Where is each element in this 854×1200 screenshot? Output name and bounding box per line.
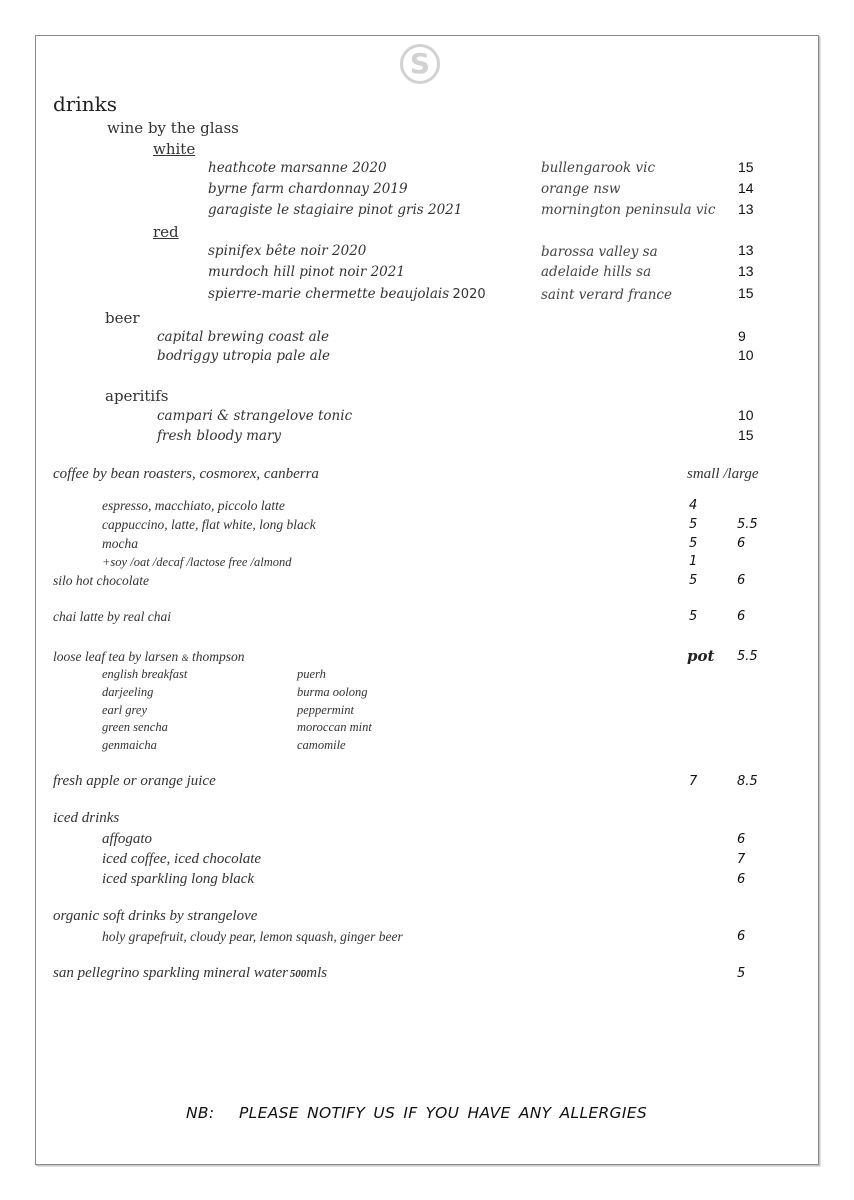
coffee-heading: coffee by bean roasters, cosmorex, canberra: [53, 466, 319, 482]
price-small: 1: [689, 554, 698, 569]
beer-price: 9: [738, 328, 746, 344]
aperitif-name: fresh bloody mary: [157, 428, 282, 444]
aperitifs-heading: aperitifs: [105, 387, 169, 405]
iced-price: 6: [737, 872, 746, 887]
price-large: 8.5: [737, 774, 758, 789]
price-small: 5: [689, 517, 698, 532]
price-large: 6: [737, 609, 746, 624]
pot-label: pot: [687, 647, 715, 665]
aperitif-name: campari & strangelove tonic: [157, 408, 353, 424]
wine-name: spierre-marie chermette beaujolais: [208, 286, 450, 302]
soft-drinks-item: holy grapefruit, cloudy pear, lemon squash, ginger beer: [102, 929, 403, 944]
tea-item: puerh: [297, 667, 326, 681]
iced-item: iced sparkling long black: [102, 871, 255, 887]
wine-name: heathcote marsanne 2020: [208, 160, 387, 176]
size-label: small /large: [687, 466, 759, 482]
tea-heading-amp: &: [181, 653, 189, 663]
tea-item: burma oolong: [297, 685, 368, 699]
tea-item: genmaicha: [102, 738, 157, 752]
price-large: 6: [737, 536, 746, 551]
beer-heading: beer: [105, 309, 140, 327]
wine-year: 2020: [452, 287, 486, 302]
iced-price: 7: [737, 852, 746, 867]
tea-item: green sencha: [102, 720, 168, 734]
tea-heading: [53, 649, 245, 665]
hot-chocolate: silo hot chocolate: [53, 573, 149, 588]
soft-drinks-heading: organic soft drinks by strangelove: [53, 908, 258, 924]
wine-region: bullengarook vic: [541, 160, 656, 176]
wine-region: saint verard france: [541, 287, 672, 303]
s-circle-logo-icon: [400, 44, 440, 84]
tea-item: peppermint: [297, 703, 354, 717]
tea-item: moroccan mint: [297, 720, 372, 734]
wine-price: 15: [738, 285, 754, 301]
iced-price: 6: [737, 832, 746, 847]
aperitif-price: 10: [738, 407, 754, 423]
tea-price: 5.5: [737, 649, 758, 664]
wine-region: adelaide hills sa: [541, 264, 652, 280]
beer-name: bodriggy utropia pale ale: [157, 348, 331, 364]
coffee-addon: +soy /oat /decaf /lactose free /almond: [102, 555, 292, 569]
price-small: 5: [689, 573, 698, 588]
wine-price: 13: [738, 242, 754, 258]
tea-item: english breakfast: [102, 667, 188, 681]
price-small: 7: [689, 774, 698, 789]
juice-item: fresh apple or orange juice: [53, 773, 216, 789]
iced-item: affogato: [102, 831, 153, 847]
wine-name: garagiste le stagiaire pinot gris 2021: [208, 202, 463, 218]
wine-name: spinifex bête noir 2020: [208, 243, 367, 259]
wine-price: 15: [738, 159, 754, 175]
tea-item: camomile: [297, 738, 346, 752]
logo-letter: S: [409, 47, 431, 80]
beer-price: 10: [738, 347, 754, 363]
price-large: 5.5: [737, 517, 758, 532]
soft-drinks-price: 6: [737, 929, 746, 944]
wine-heading: wine by the glass: [107, 119, 239, 137]
tea-item: darjeeling: [102, 685, 154, 699]
wine-region: mornington peninsula vic: [541, 202, 716, 218]
chai-latte: chai latte by real chai: [53, 609, 171, 624]
tea-heading-text: loose leaf tea by larsen: [53, 649, 179, 664]
allergy-notice: NB: PLEASE NOTIFY US IF YOU HAVE ANY ALLERGIES: [186, 1104, 647, 1122]
red-wine-label: red: [153, 223, 179, 241]
wine-price: 13: [738, 263, 754, 279]
tea-heading-end: thompson: [192, 649, 245, 664]
wine-item: [208, 286, 486, 302]
iced-item: iced coffee, iced chocolate: [102, 851, 262, 867]
water-item: [53, 965, 327, 982]
wine-region: orange nsw: [541, 181, 621, 197]
coffee-item: mocha: [102, 536, 138, 551]
aperitif-price: 15: [738, 427, 754, 443]
iced-heading: iced drinks: [53, 810, 120, 826]
coffee-item: cappuccino, latte, flat white, long black: [102, 517, 316, 532]
tea-item: earl grey: [102, 703, 148, 717]
wine-name: murdoch hill pinot noir 2021: [208, 264, 405, 280]
price-large: 6: [737, 573, 746, 588]
page-title: drinks: [53, 92, 118, 116]
water-price: 5: [737, 966, 746, 981]
water-name: san pellegrino sparkling mineral water: [53, 965, 288, 981]
wine-region: barossa valley sa: [541, 244, 658, 260]
price-small: 5: [689, 536, 698, 551]
beer-name: capital brewing coast ale: [157, 329, 329, 345]
water-unit: mls: [306, 965, 328, 981]
price-small: 5: [689, 609, 698, 624]
white-wine-label: white: [153, 140, 196, 158]
wine-name: byrne farm chardonnay 2019: [208, 181, 408, 197]
price-small: 4: [689, 498, 698, 513]
coffee-item: espresso, macchiato, piccolo latte: [102, 498, 285, 513]
water-size: 500: [289, 968, 307, 980]
wine-price: 13: [738, 201, 754, 217]
wine-price: 14: [738, 180, 754, 196]
